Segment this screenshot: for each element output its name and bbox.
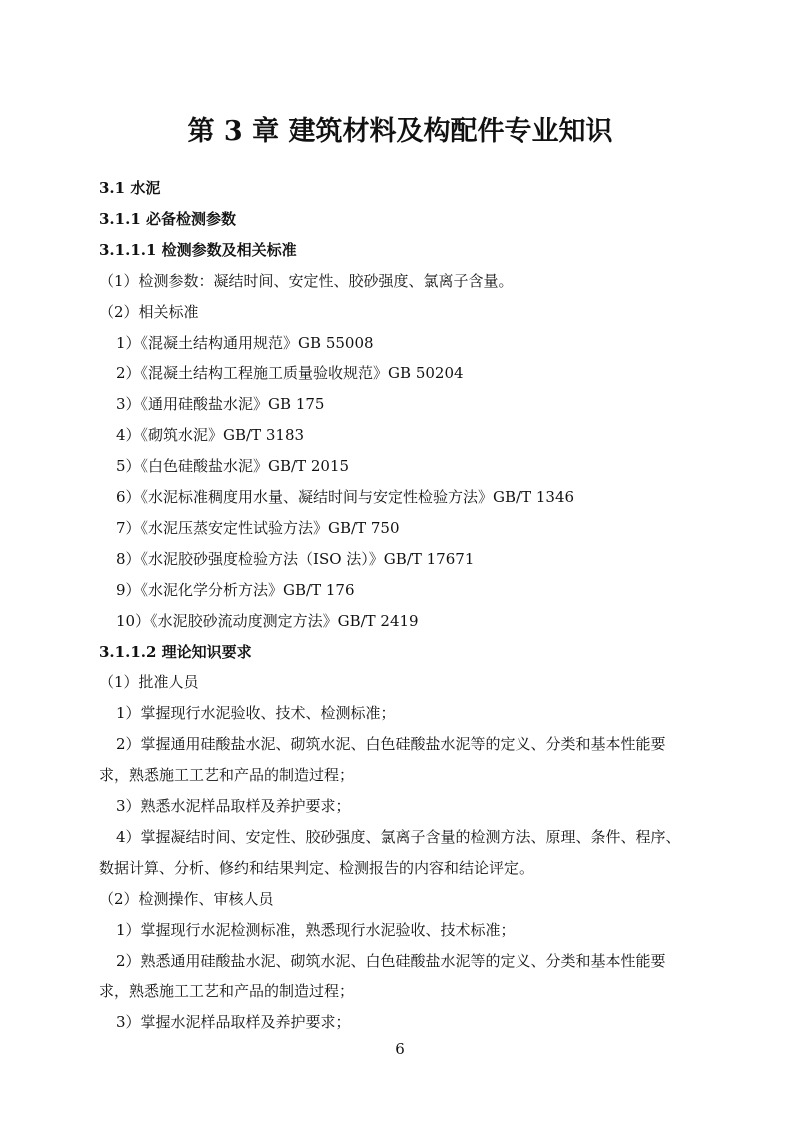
text-line: 4）《砌筑水泥》GB/T 3183 [116, 426, 305, 444]
text-line: （1）批准人员 [99, 673, 199, 691]
text-line: 3）掌握水泥样品取样及养护要求； [116, 1013, 351, 1031]
text-line: 7）《水泥压蒸安定性试验方法》GB/T 750 [116, 519, 400, 537]
text-line: 10）《水泥胶砂流动度测定方法》GB/T 2419 [116, 612, 419, 630]
text-line: 5）《白色硅酸盐水泥》GB/T 2015 [116, 457, 350, 475]
text-line: 数据计算、分析、修约和结果判定、检测报告的内容和结论评定。 [99, 859, 535, 877]
text-line: 2）熟悉通用硅酸盐水泥、砌筑水泥、白色硅酸盐水泥等的定义、分类和基本性能要 [116, 952, 666, 970]
text-line: 3）《通用硅酸盐水泥》GB 175 [116, 395, 325, 413]
section-heading: 3.1 水泥 [99, 179, 161, 197]
text-line: 2）《混凝土结构工程施工质量验收规范》GB 50204 [116, 364, 464, 382]
text-line: 3）熟悉水泥样品取样及养护要求； [116, 797, 351, 815]
text-line: 1）《混凝土结构通用规范》GB 55008 [116, 334, 374, 352]
section-heading: 3.1.1.2 理论知识要求 [99, 643, 252, 661]
text-line: 1）掌握现行水泥检测标准，熟悉现行水泥验收、技术标准； [116, 921, 516, 939]
text-line: 求，熟悉施工工艺和产品的制造过程； [99, 766, 355, 784]
text-line: 9）《水泥化学分析方法》GB/T 176 [116, 581, 355, 599]
text-line: 2）掌握通用硅酸盐水泥、砌筑水泥、白色硅酸盐水泥等的定义、分类和基本性能要 [116, 735, 666, 753]
text-line: （2）相关标准 [99, 303, 199, 321]
section-heading: 3.1.1 必备检测参数 [99, 210, 236, 228]
page-number: 6 [395, 1040, 405, 1058]
text-line: 4）掌握凝结时间、安定性、胶砂强度、氯离子含量的检测方法、原理、条件、程序、 [116, 828, 681, 846]
text-line: （1）检测参数：凝结时间、安定性、胶砂强度、氯离子含量。 [99, 272, 514, 290]
section-heading: 3.1.1.1 检测参数及相关标准 [99, 241, 297, 259]
text-line: 1）掌握现行水泥验收、技术、检测标准； [116, 704, 396, 722]
chapter-title: 第 3 章 建筑材料及构配件专业知识 [187, 116, 613, 147]
text-line: （2）检测操作、审核人员 [99, 890, 274, 908]
text-line: 求，熟悉施工工艺和产品的制造过程； [99, 982, 355, 1000]
text-line: 8）《水泥胶砂强度检验方法（ISO 法）》GB/T 17671 [116, 550, 475, 568]
text-line: 6）《水泥标准稠度用水量、凝结时间与安定性检验方法》GB/T 1346 [116, 488, 575, 506]
